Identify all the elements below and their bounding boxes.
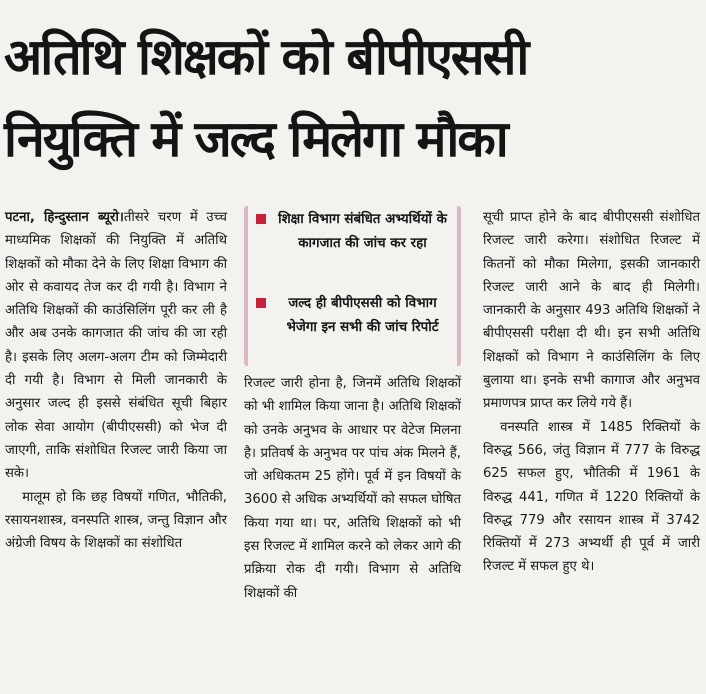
paragraph: मालूम हो कि छह विषयों गणित, भौतिकी, रसायनशास्त्र, वनस्पति शास्त्र, जन्तु विज्ञान और अंग्रेजी विषय के शिक्षकों का संशोधित: [5, 489, 227, 552]
bullet-square-icon: [256, 298, 266, 308]
paragraph: [5, 206, 227, 486]
callout-bullet-text: शिक्षा विभाग संबंधित अभ्यर्थियों के कागजात की जांच कर रहा: [278, 212, 447, 251]
paragraph: सूची प्राप्त होने के बाद बीपीएससी संशोधित रिजल्ट जारी करेगा। संशोधित रिजल्ट में कितनों को मौका मिलेगा, इसकी जानकारी रिजल्ट जारी आने के बाद ही मिलेगी। जानकारी के अनुसार 493 अतिथि शिक्षकों ने बीपीएससी परीक्षा दी थी। इन सभी अतिथि शिक्षकों को विभाग ने काउंसिलिंग के लिए बुलाया था। इनके सभी कागाज और अनुभव प्रमाणपत्र प्राप्त कर लिये गये हैं।: [483, 210, 700, 412]
article-column-3: [483, 206, 700, 579]
callout-bullet-2: [256, 292, 451, 340]
callout-box: [244, 206, 461, 366]
paragraph: वनस्पति शास्त्र में 1485 रिक्तियों के विरुद्ध 566, जंतु विज्ञान में 777 के विरुद्ध 625 सफल हुए, भौतिकी में 1961 के विरुद्ध 441, गणित में 1220 रिक्तियों के विरुद्ध 779 और रसायन शास्त्र में 3742 रिक्तियों में 273 अभ्यर्थी ही पूर्व में जारी रिजल्ट में सफल हुए थे।: [483, 419, 700, 575]
callout-bullet-1: [256, 208, 451, 256]
headline-line-2: नियुक्ति में जल्द मिलेगा मौका: [4, 110, 507, 168]
callout-bullet-text: जल्द ही बीपीएससी को विभाग भेजेगा इन सभी की जांच रिपोर्ट: [286, 296, 439, 335]
paragraph: रिजल्ट जारी होना है, जिनमें अतिथि शिक्षकों को भी शामिल किया जाना है। अतिथि शिक्षकों को उनके अनुभव के आधार पर वेटेज मिलना है। प्रतिवर्ष के अनुभव पर पांच अंक मिलने हैं, जो अधिकतम 25 होंगे। पूर्व में इन विषयों के 3600 से अधिक अभ्यर्थियों को सफल घोषित किया गया था। पर, अतिथि शिक्षकों को भी इस रिजल्ट में शामिल करने को लेकर आगे की प्रक्रिया रोक दी गयी। विभाग से अतिथि शिक्षकों की: [244, 376, 461, 601]
bullet-square-icon: [256, 214, 266, 224]
dateline: पटना, हिन्दुस्तान ब्यूरो।: [5, 210, 124, 225]
article-column-1: [5, 206, 227, 555]
article-column-2: [244, 206, 461, 605]
headline-line-1: अतिथि शिक्षकों को बीपीएससी: [4, 28, 528, 86]
paragraph-text: तीसरे चरण में उच्च माध्यमिक शिक्षकों की नियुक्ति में अतिथि शिक्षकों को मौका देने के लिए शिक्षा विभाग की ओर से कवायद तेज कर दी गयी है। विभाग ने अतिथि शिक्षकों की काउंसिलिंग पूरी कर ली है और अब उनके कागजात की जांच की जा रही है। इसके लिए अलग-अलग टीम को जिम्मेदारी दी गयी है। विभाग से मिली जानकारी के अनुसार जल्द ही इससे संबंधित सूची बिहार लोक सेवा आयोग (बीपीएससी) को भेज दी जाएगी, ताकि संशोधित रिजल्ट जारी किया जा सके।: [5, 210, 228, 482]
